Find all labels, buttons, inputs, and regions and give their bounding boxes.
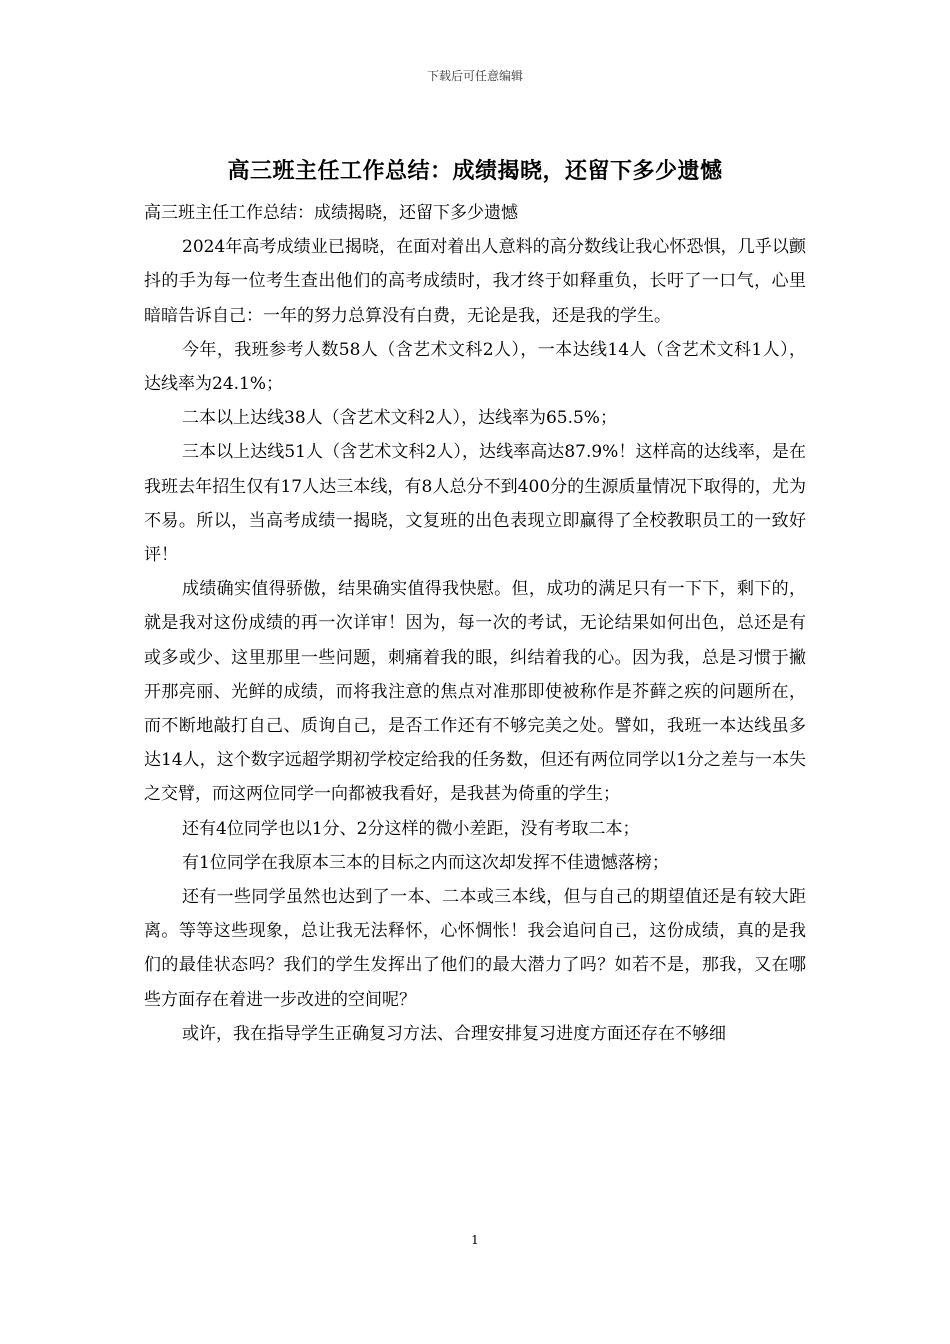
paragraph: 还有一些同学虽然也达到了一本、二本或三本线，但与自己的期望值还是有较大距离。等等这些现象，总让我无法释怀，心怀惆怅！我会追问自己，这份成绩，真的是我们的最佳状态吗？我们的学生发挥出了他们的最大潜力了吗？如若不是，那我，又在哪些方面存在着进一步改进的空间呢？: [144, 887, 806, 1010]
paragraph: 今年，我班参考人数58人（含艺术文科2人），一本达线14人（含艺术文科1人），达线率为24.1%；: [144, 339, 806, 395]
header-note: 下载后可任意编辑: [426, 69, 523, 83]
paragraph: 三本以上达线51人（含艺术文科2人），达线率高达87.9%！这样高的达线率，是在我班去年招生仅有17人达三本线，有8人总分不到400分的生源质量情况下取得的，尤为不易。所以，当高考成绩一揭晓，文复班的出色表现立即赢得了全校教职员工的一致好评！: [144, 442, 806, 566]
document-body: [144, 196, 806, 1051]
paragraph: 还有4位同学也以1分、2分这样的微小差距，没有考取二本；: [182, 818, 640, 839]
paragraph: 二本以上达线38人（含艺术文科2人），达线率为65.5%；: [182, 408, 617, 429]
document-title: 高三班主任工作总结：成绩揭晓，还留下多少遗憾: [227, 159, 723, 184]
subtitle-paragraph: 高三班主任工作总结：成绩揭晓，还留下多少遗憾: [144, 203, 518, 223]
paragraph: 2024年高考成绩业已揭晓，在面对着出人意料的高分数线让我心怀恐惧，几乎以颤抖的手为每一位考生查出他们的高考成绩时，我才终于如释重负，长吁了一口气，心里暗暗告诉自己：一年的努力总算没有白费，无论是我，还是我的学生。: [144, 237, 806, 326]
paragraph: 有1位同学在我原本三本的目标之内而这次却发挥不佳遗憾落榜；: [182, 852, 669, 873]
paragraph: 成绩确实值得骄傲，结果确实值得我快慰。但，成功的满足只有一下下，剩下的，就是我对这份成绩的再一次详审！因为，每一次的考试，无论结果如何出色，总还是有或多或少、这里那里一些问题，刺痛着我的眼，纠结着我的心。因为我，总是习惯于撇开那亮丽、光鲜的成绩，而将我注意的焦点对准那即使被称作是芥藓之疾的问题所在，而不断地敲打自己、质询自己，是否工作还有不够完美之处。譬如，我班一本达线虽多达14人，这个数字远超学期初学校定给我的任务数，但还有两位同学以1分之差与一本失之交臂，而这两位同学一向都被我看好，是我甚为倚重的学生；: [144, 579, 806, 805]
paragraph: 或许，我在指导学生正确复习方法、合理安排复习进度方面还存在不够细: [182, 1023, 726, 1044]
page-number: 1: [471, 1233, 479, 1247]
